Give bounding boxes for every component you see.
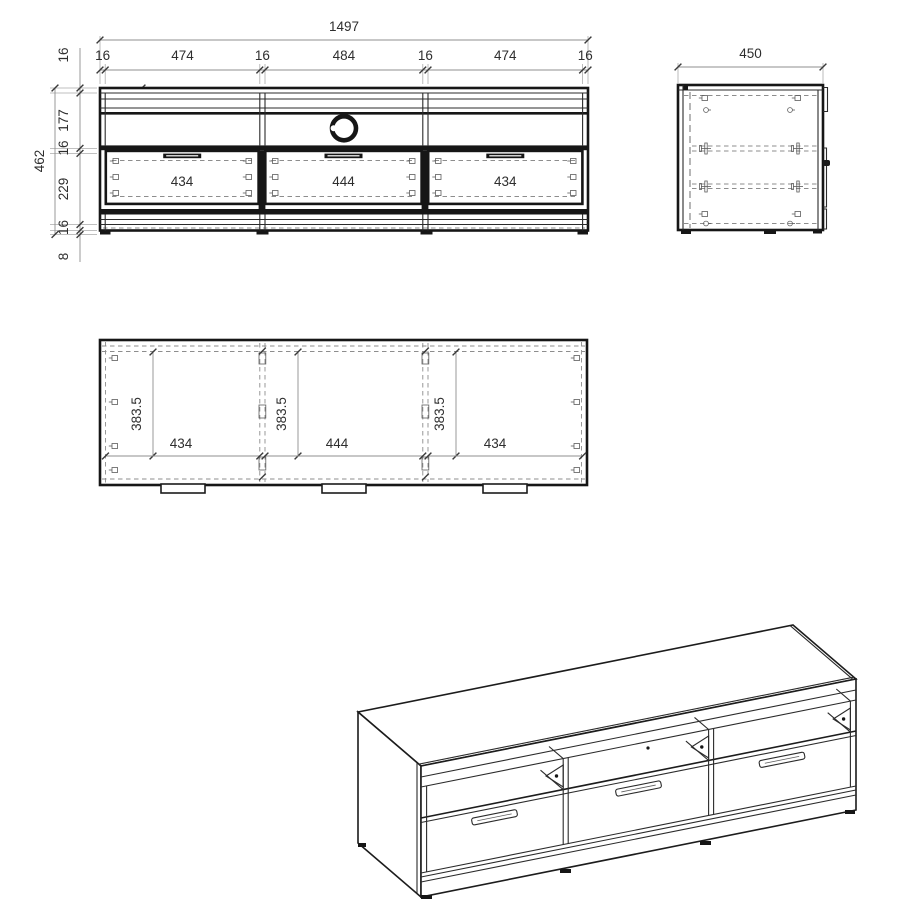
cable-grommet [331, 116, 356, 140]
drawer-front-3 [428, 151, 582, 204]
top-handle-tab-2 [322, 484, 366, 493]
dim-top-bay-3: 434 [483, 436, 507, 451]
top-view [100, 340, 587, 493]
dim-hchain-16-top: 16 [56, 47, 71, 63]
drawer-front-1 [106, 151, 259, 204]
dim-chain-16-2: 16 [254, 48, 270, 63]
isometric-view [358, 625, 856, 899]
dim-chain-474-1: 474 [171, 48, 194, 63]
dim-top-depth-2: 383.5 [274, 397, 289, 431]
top-carcass-outline [100, 340, 587, 485]
dim-chain-474-2: 474 [494, 48, 517, 63]
drawer-width-label-3: 434 [494, 174, 517, 189]
dim-chain-484: 484 [332, 48, 356, 63]
dim-chain-16-1: 16 [95, 48, 111, 63]
dim-side-total-depth: 450 [739, 46, 762, 61]
side-view [675, 46, 830, 234]
top-handle-tab-3 [483, 484, 527, 493]
dim-top-depth-1: 383.5 [129, 397, 144, 431]
dim-front-total-width: 1497 [328, 19, 360, 34]
dim-top-bay-2: 444 [325, 436, 349, 451]
dim-top-bay-1: 434 [169, 436, 193, 451]
front-view [32, 19, 593, 262]
dim-hchain-229: 229 [56, 177, 71, 201]
dim-hchain-16-mid: 16 [56, 140, 71, 156]
dim-front-total-height: 462 [32, 149, 47, 173]
drawer-front-2 [265, 151, 421, 204]
side-handle-profile [823, 160, 830, 166]
top-cabinet-drawing [100, 340, 587, 493]
side-carcass-outline [678, 85, 823, 230]
dim-hchain-8: 8 [56, 252, 71, 261]
dim-top-depth-3: 383.5 [432, 397, 447, 431]
dim-chain-16-3: 16 [417, 48, 433, 63]
dim-chain-16-4: 16 [577, 48, 593, 63]
dim-hchain-16-bot: 16 [56, 219, 71, 236]
drawer-width-label-2: 444 [332, 174, 355, 189]
dim-hchain-177: 177 [56, 109, 71, 132]
side-cabinet-drawing [678, 85, 830, 234]
drawer-width-label-1: 434 [170, 174, 194, 189]
front-cabinet-drawing [100, 88, 588, 235]
top-handle-tab-1 [161, 484, 205, 493]
